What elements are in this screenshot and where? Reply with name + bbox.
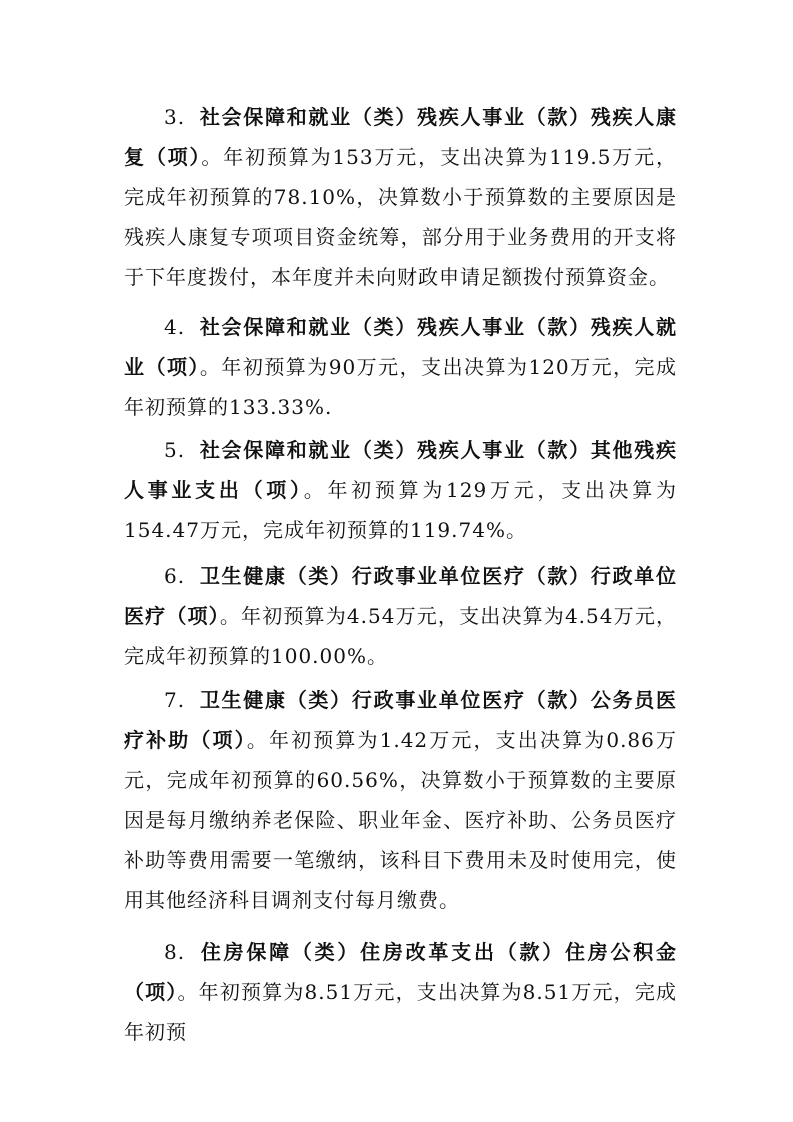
- paragraph-heading: 卫生健康（类）行政事业单位医疗（款）行政单位医疗（项）: [124, 564, 677, 628]
- paragraph-body: 。年初预算为8.51万元，支出决算为8.51万元，完成年初预: [124, 980, 678, 1044]
- paragraph-heading: 社会保障和就业（类）残疾人事业（款）残疾人就业（项）: [124, 315, 677, 379]
- paragraph-heading: 卫生健康（类）行政事业单位医疗（款）公务员医疗补助（项）: [124, 688, 677, 752]
- paragraph-number: 8.: [164, 940, 186, 964]
- paragraph-body: 。年初预算为153万元，支出决算为119.5万元，完成年初预算的78.10%，决算数小于预算数的主要原因是残疾人康复专项项目资金统筹，部分用于业务费用的开支将于下年度拨付，本年度并未向财政申请足额拨付预算资金。: [124, 145, 677, 289]
- paragraph-7: [124, 680, 677, 920]
- paragraph-number: 5.: [164, 438, 186, 462]
- paragraph-heading: 社会保障和就业（类）残疾人事业（款）残疾人康复（项）: [124, 105, 677, 169]
- paragraph-4: [124, 307, 677, 427]
- paragraph-8: [124, 932, 677, 1052]
- paragraph-number: 3.: [164, 105, 186, 129]
- paragraph-body: 。年初预算为1.42万元，支出决算为0.86万元，完成年初预算的60.56%，决算数小于预算数的主要原因是每月缴纳养老保险、职业年金、医疗补助、公务员医疗补助等费用需要一笔缴纳，该科目下费用未及时使用完，使用其他经济科目调剂支付每月缴费。: [124, 728, 678, 912]
- paragraph-body: 。年初预算为4.54万元，支出决算为4.54万元，完成年初预算的100.00%。: [124, 604, 678, 668]
- paragraph-heading: 社会保障和就业（类）残疾人事业（款）其他残疾人事业支出（项）: [124, 438, 677, 502]
- paragraph-heading: 住房保障（类）住房改革支出（款）住房公积金（项）: [124, 940, 677, 1004]
- paragraph-6: [124, 556, 677, 676]
- paragraph-number: 7.: [164, 688, 186, 712]
- paragraph-body: 。年初预算为129万元，支出决算为154.47万元，完成年初预算的119.74%。: [124, 478, 677, 542]
- paragraph-5: [124, 430, 677, 550]
- paragraph-body: 。年初预算为90万元，支出决算为120万元，完成年初预算的133.33%.: [124, 355, 678, 419]
- paragraph-number: 6.: [164, 564, 186, 588]
- paragraph-number: 4.: [164, 315, 186, 339]
- paragraph-3: [124, 97, 677, 297]
